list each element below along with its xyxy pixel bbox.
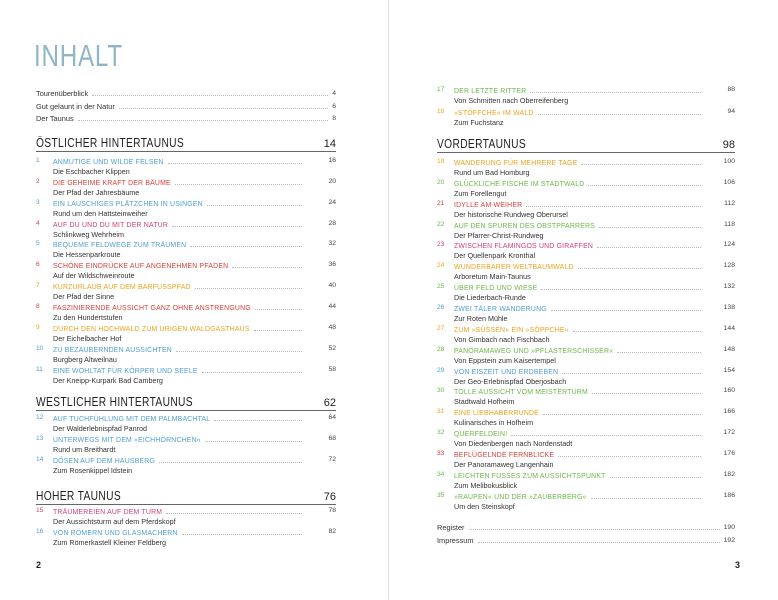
dot-leader — [214, 420, 302, 421]
tour-page: 124 — [723, 241, 735, 249]
tour-subtitle: Rund um Bad Homburg — [454, 168, 530, 177]
section-heading[interactable] — [36, 484, 336, 505]
tour-page: 88 — [727, 86, 735, 93]
tour-title: AUF DU UND DU MIT DER NATUR — [53, 221, 169, 229]
dot-leader — [526, 206, 701, 207]
tour-entry[interactable] — [437, 304, 735, 324]
dot-leader — [255, 309, 302, 310]
tour-title: GLÜCKLICHE FISCHE IM STADTWALD — [454, 180, 585, 188]
tour-entry[interactable] — [36, 157, 336, 177]
tour-page: 182 — [723, 470, 735, 478]
tour-title: WUNDERBARER WELTBAUMWALD — [454, 264, 574, 272]
tour-number: 9 — [36, 323, 40, 331]
dot-leader — [195, 288, 302, 289]
dot-leader — [78, 120, 329, 121]
left-page — [0, 0, 388, 600]
tour-subtitle: Der Quellenpark Kronthal — [454, 251, 536, 261]
tour-title: SCHÖNE EINDRÜCKE AUF ANGENEHMEN PFADEN — [53, 263, 229, 271]
tour-page: 82 — [328, 527, 336, 535]
dot-leader — [538, 114, 701, 115]
tour-entry[interactable] — [36, 414, 336, 434]
tour-entry[interactable] — [437, 450, 735, 470]
tour-number: 35 — [437, 491, 445, 499]
tour-entry[interactable] — [437, 346, 735, 366]
tour-entry[interactable] — [36, 324, 336, 344]
tour-subtitle: Zur Roten Mühle — [454, 313, 508, 323]
toc-row-label: Tourenüberblick — [36, 89, 89, 98]
tour-subtitle: Schlinkweg Wehrheim — [53, 229, 124, 239]
tour-subtitle: Kulinarisches in Hofheim — [454, 418, 534, 428]
tour-subtitle: Stadtwald Hofheim — [454, 397, 515, 407]
tour-title: ÜBER FELD UND WIESE — [454, 285, 538, 293]
tour-subtitle: Zum Melibokusblick — [454, 480, 518, 490]
toc-row-page: 192 — [723, 536, 735, 544]
tour-page: 28 — [328, 219, 336, 227]
toc-row[interactable] — [437, 536, 735, 545]
dot-leader — [543, 414, 701, 415]
dot-leader — [617, 352, 701, 353]
dot-leader — [205, 441, 302, 442]
tour-page: 138 — [723, 303, 735, 311]
dot-leader — [581, 164, 701, 165]
tour-number: 13 — [36, 434, 44, 442]
tour-title: QUERFELDEIN! — [454, 431, 508, 439]
tour-entry[interactable] — [36, 528, 336, 548]
tour-number: 1 — [36, 157, 40, 164]
tour-page: 16 — [328, 157, 336, 164]
toc-row-label: Impressum — [437, 535, 474, 545]
tour-number: 22 — [437, 220, 445, 228]
tour-subtitle: Der Eichelbacher Hof — [53, 333, 122, 343]
tour-page: 44 — [328, 302, 336, 310]
tour-page: 148 — [723, 345, 735, 353]
tour-subtitle: Der Kneipp-Kurpark Bad Camberg — [53, 375, 163, 385]
tour-entry[interactable] — [437, 241, 735, 261]
tour-page: 166 — [723, 408, 735, 416]
tour-title: UNTERWEGS MIT DEM »EICHHÖRNCHEN« — [53, 436, 201, 444]
tour-subtitle: Von Schmitten nach Oberreifenberg — [454, 96, 569, 105]
tour-subtitle: Der Pfad der Jahresbäume — [53, 187, 140, 197]
tour-number: 16 — [36, 527, 44, 535]
tour-subtitle: Zum Forellengut — [454, 188, 507, 198]
tour-number: 23 — [437, 241, 445, 249]
tour-title: DIE GEHEIME KRAFT DER BÄUME — [53, 179, 171, 187]
dot-leader — [175, 184, 302, 185]
tour-subtitle: Der Pfad der Sinne — [53, 292, 115, 302]
section-title: VORDERTAUNUS — [437, 137, 526, 151]
tour-subtitle: Von Diedenbergen nach Nordenstadt — [454, 439, 573, 449]
tour-entry[interactable] — [36, 303, 336, 323]
dot-leader — [530, 92, 701, 93]
page-number: 3 — [734, 560, 740, 570]
tour-page: 58 — [328, 365, 336, 373]
tour-page: 72 — [328, 455, 336, 463]
tour-title: »RAUPEN« UND DER »ZAUBERBERG« — [454, 493, 587, 501]
dot-leader — [599, 227, 701, 228]
tour-page: 176 — [723, 449, 735, 457]
dot-leader — [578, 268, 701, 269]
tour-title: WANDERUNG FÜR MEHRERE TAGE — [454, 160, 578, 167]
tour-subtitle: Von Gimbach nach Fischbach — [454, 334, 550, 344]
tour-title: BEQUEME FELDWEGE ZUM TRÄUMEN — [53, 242, 187, 250]
tour-subtitle: Der Geo-Erlebnispfad Oberjosbach — [454, 376, 567, 386]
tour-number: 3 — [36, 198, 40, 206]
tour-subtitle: Der Panoramaweg Langenhain — [454, 459, 554, 469]
dot-leader — [591, 498, 701, 499]
tour-page: 132 — [723, 283, 735, 291]
tour-number: 17 — [437, 86, 445, 93]
tour-entry[interactable] — [36, 435, 336, 455]
tour-title: VON RÖMERN UND GLASMACHERN — [53, 529, 178, 537]
dot-leader — [610, 477, 701, 478]
tour-number: 19 — [437, 158, 445, 165]
section-title: ÖSTLICHER HINTERTAUNUS — [36, 136, 185, 150]
dot-leader — [176, 351, 302, 352]
tour-number: 21 — [437, 199, 445, 207]
tour-page: 112 — [724, 199, 735, 207]
dot-leader — [511, 435, 701, 436]
tour-number: 8 — [36, 302, 40, 310]
tour-number: 2 — [36, 177, 40, 185]
toc-row[interactable] — [36, 114, 336, 123]
toc-row[interactable] — [437, 523, 735, 532]
tour-entry[interactable] — [36, 240, 336, 260]
dot-leader — [232, 267, 302, 268]
toc-row-label: Register — [437, 523, 465, 532]
tour-entry[interactable] — [437, 108, 735, 128]
dot-leader — [597, 247, 701, 248]
tour-page: 52 — [328, 344, 336, 352]
tour-number: 33 — [437, 449, 445, 457]
tour-subtitle: Zum Rosenkippel Idstein — [53, 465, 133, 475]
tour-entry[interactable] — [437, 492, 735, 512]
tour-page: 172 — [723, 429, 735, 437]
tour-subtitle: Rund um Breithardt — [53, 444, 116, 454]
tour-entry[interactable] — [437, 471, 735, 491]
dot-leader — [166, 513, 302, 514]
dot-leader — [119, 108, 328, 109]
dot-leader — [202, 372, 302, 373]
tour-number: 4 — [36, 219, 40, 227]
tour-subtitle: Von Eppstein zum Kaisertempel — [454, 355, 556, 365]
tour-entry[interactable] — [36, 220, 336, 240]
tour-number: 26 — [437, 303, 445, 311]
tour-number: 10 — [36, 344, 44, 352]
tour-entry[interactable] — [437, 86, 735, 106]
dot-leader — [551, 310, 701, 311]
dot-leader — [254, 330, 302, 331]
tour-page: 68 — [328, 434, 336, 442]
tour-number: 34 — [437, 470, 445, 478]
dot-leader — [592, 393, 701, 394]
tour-subtitle: Der Walderlebnispfad Panrod — [53, 424, 148, 433]
tour-title: IDYLLE AM WEIHER — [454, 201, 523, 209]
tour-subtitle: Der Aussichtsturm auf dem Pferdskopf — [53, 517, 176, 526]
tour-subtitle: Der historische Rundweg Oberursel — [454, 209, 568, 219]
tour-title: DÖSEN AUF DEM HAUSBERG — [53, 457, 156, 465]
tour-entry[interactable] — [437, 429, 735, 449]
tour-number: 27 — [437, 324, 445, 332]
tour-subtitle: Zum Fuchstanz — [454, 117, 504, 127]
right-page — [389, 0, 778, 600]
tour-number: 12 — [36, 414, 44, 421]
tour-subtitle: Die Eschbacher Klippen — [53, 167, 130, 176]
tour-subtitle: Um den Steinskopf — [454, 501, 515, 511]
toc-row-page: 8 — [332, 115, 336, 122]
tour-page: 78 — [328, 507, 336, 514]
tour-entry[interactable] — [437, 221, 735, 241]
tour-subtitle: Burgberg Altweilnau — [53, 354, 117, 364]
tour-entry[interactable] — [36, 456, 336, 476]
dot-leader — [182, 534, 302, 535]
dot-leader — [562, 373, 701, 374]
tour-title: AUF DEN SPUREN DES OBSTPFARRERS — [454, 222, 595, 230]
toc-row-page: 6 — [332, 102, 336, 110]
tour-entry[interactable] — [437, 408, 735, 428]
tour-page: 160 — [723, 387, 735, 395]
dot-leader — [168, 163, 302, 164]
tour-entry[interactable] — [36, 345, 336, 365]
tour-page: 94 — [727, 107, 735, 115]
toc-row-label: Gut gelaunt in der Natur — [36, 101, 115, 111]
tour-page: 100 — [723, 158, 735, 165]
toc-row-page: 4 — [332, 90, 336, 97]
tour-entry[interactable] — [36, 507, 336, 527]
tour-subtitle: Die Hessenparkroute — [53, 250, 121, 260]
tour-title: »STÖFFCHE« IM WALD — [454, 109, 534, 117]
tour-title: ZU BEZAUBERNDEN AUSSICHTEN — [53, 346, 172, 354]
tour-entry[interactable] — [36, 366, 336, 386]
tour-page: 128 — [723, 262, 735, 270]
tour-title: EINE WOHLTAT FÜR KÖRPER UND SEELE — [53, 367, 198, 375]
tour-subtitle: Zum Römerkastell Kleiner Feldberg — [53, 537, 167, 547]
tour-title: FASZINIERENDE AUSSICHT GANZ OHNE ANSTRENGUNG — [53, 304, 251, 312]
tour-number: 18 — [437, 107, 445, 115]
tour-subtitle: Der Pfarrer-Christ-Rundweg — [454, 230, 544, 240]
tour-subtitle: Auf der Wildschweinroute — [53, 271, 135, 281]
tour-number: 6 — [36, 261, 40, 269]
tour-subtitle: Zu den Hundertstufen — [53, 312, 123, 322]
tour-title: ZWEI TÄLER WANDERUNG — [454, 305, 547, 313]
tour-number: 32 — [437, 429, 445, 437]
dot-leader — [207, 205, 302, 206]
dot-leader — [573, 331, 701, 332]
tour-title: DURCH DEN HOCHWALD ZUM URIGEN WALDGASTHAUS — [53, 325, 250, 333]
tour-entry[interactable] — [437, 387, 735, 407]
tour-page: 144 — [723, 324, 735, 332]
section-title: WESTLICHER HINTERTAUNUS — [36, 395, 193, 409]
tour-title: PANORAMAWEG UND »PFLASTERSCHISSER« — [454, 347, 614, 355]
section-heading[interactable] — [437, 132, 735, 153]
tour-entry[interactable] — [437, 283, 735, 303]
dot-leader — [469, 529, 720, 530]
tour-number: 11 — [36, 365, 43, 373]
toc-row[interactable] — [36, 89, 336, 98]
page-title: INHALT — [34, 38, 123, 73]
tour-page: 20 — [328, 177, 336, 185]
tour-number: 29 — [437, 366, 445, 374]
tour-title: ZWISCHEN FLAMINGOS UND GIRAFFEN — [454, 243, 594, 251]
section-heading[interactable] — [36, 131, 336, 152]
tour-title: TRÄUMEREIEN AUF DEM TURM — [53, 509, 163, 516]
tour-title: ANMUTIGE UND WILDE FELSEN — [53, 159, 164, 166]
tour-title: LEICHTEN FUSSES ZUM AUSSICHTSPUNKT — [454, 472, 606, 480]
section-title: HOHER TAUNUS — [36, 489, 121, 503]
toc-row[interactable] — [36, 102, 336, 111]
tour-page: 24 — [328, 198, 336, 206]
tour-page: 36 — [328, 261, 336, 269]
tour-page: 118 — [724, 220, 735, 228]
dot-leader — [541, 289, 701, 290]
tour-entry[interactable] — [36, 282, 336, 302]
dot-leader — [190, 246, 302, 247]
tour-entry[interactable] — [437, 325, 735, 345]
tour-number: 30 — [437, 387, 445, 395]
dot-leader — [159, 462, 302, 463]
tour-title: EIN LAUSCHIGES PLÄTZCHEN IN USINGEN — [53, 200, 203, 208]
dot-leader — [478, 542, 720, 543]
section-page: 76 — [323, 491, 336, 503]
dot-leader — [172, 226, 302, 227]
tour-subtitle: Arboretum Main-Taunus — [454, 272, 531, 282]
tour-title: BEFLÜGELNDE FERNBLICKE — [454, 451, 555, 459]
tour-number: 5 — [36, 240, 40, 248]
tour-entry[interactable] — [437, 158, 735, 178]
tour-page: 64 — [328, 414, 336, 421]
tour-number: 15 — [36, 507, 44, 514]
tour-number: 25 — [437, 283, 445, 291]
tour-title: AUF TUCHFÜHLUNG MIT DEM PALMBACHTAL — [53, 416, 211, 423]
section-page: 62 — [323, 397, 336, 409]
tour-page: 186 — [723, 491, 735, 499]
tour-title: EINE LIEBHABERRUNDE — [454, 410, 539, 418]
tour-page: 32 — [328, 240, 336, 248]
tour-number: 20 — [437, 178, 445, 186]
section-page: 98 — [722, 139, 735, 151]
tour-entry[interactable] — [437, 200, 735, 220]
tour-entry[interactable] — [437, 262, 735, 282]
tour-entry[interactable] — [437, 367, 735, 387]
tour-title: VON EISZEIT UND ERDBEBEN — [454, 368, 559, 376]
tour-entry[interactable] — [36, 199, 336, 219]
tour-subtitle: Die Liederbach-Runde — [454, 293, 526, 303]
dot-leader — [588, 185, 701, 186]
tour-number: 14 — [36, 455, 44, 463]
tour-entry[interactable] — [36, 261, 336, 281]
page-number: 2 — [36, 560, 42, 570]
tour-number: 31 — [437, 408, 445, 416]
tour-entry[interactable] — [437, 179, 735, 199]
dot-leader — [558, 456, 701, 457]
tour-title: ZUM »SÜSSEN« EIN »SÖPPCHE« — [454, 326, 569, 334]
tour-title: TOLLE AUSSICHT VOM MEISTERTURM — [454, 389, 588, 397]
section-heading[interactable] — [36, 390, 336, 411]
section-page: 14 — [323, 138, 336, 150]
tour-number: 28 — [437, 345, 445, 353]
toc-row-label: Der Taunus — [36, 114, 74, 123]
tour-subtitle: Rund um den Hattsteinweiher — [53, 208, 148, 218]
tour-title: KURZURLAUB AUF DEM BARFUSSPFAD — [53, 284, 191, 292]
tour-entry[interactable] — [36, 178, 336, 198]
tour-page: 48 — [328, 323, 336, 331]
toc-row-page: 190 — [723, 524, 735, 531]
tour-page: 106 — [723, 178, 735, 186]
tour-number: 7 — [36, 282, 40, 290]
dot-leader — [92, 95, 328, 96]
tour-number: 24 — [437, 262, 445, 270]
tour-page: 154 — [723, 366, 735, 374]
tour-title: DER LETZTE RITTER — [454, 88, 527, 95]
tour-page: 40 — [328, 282, 336, 290]
